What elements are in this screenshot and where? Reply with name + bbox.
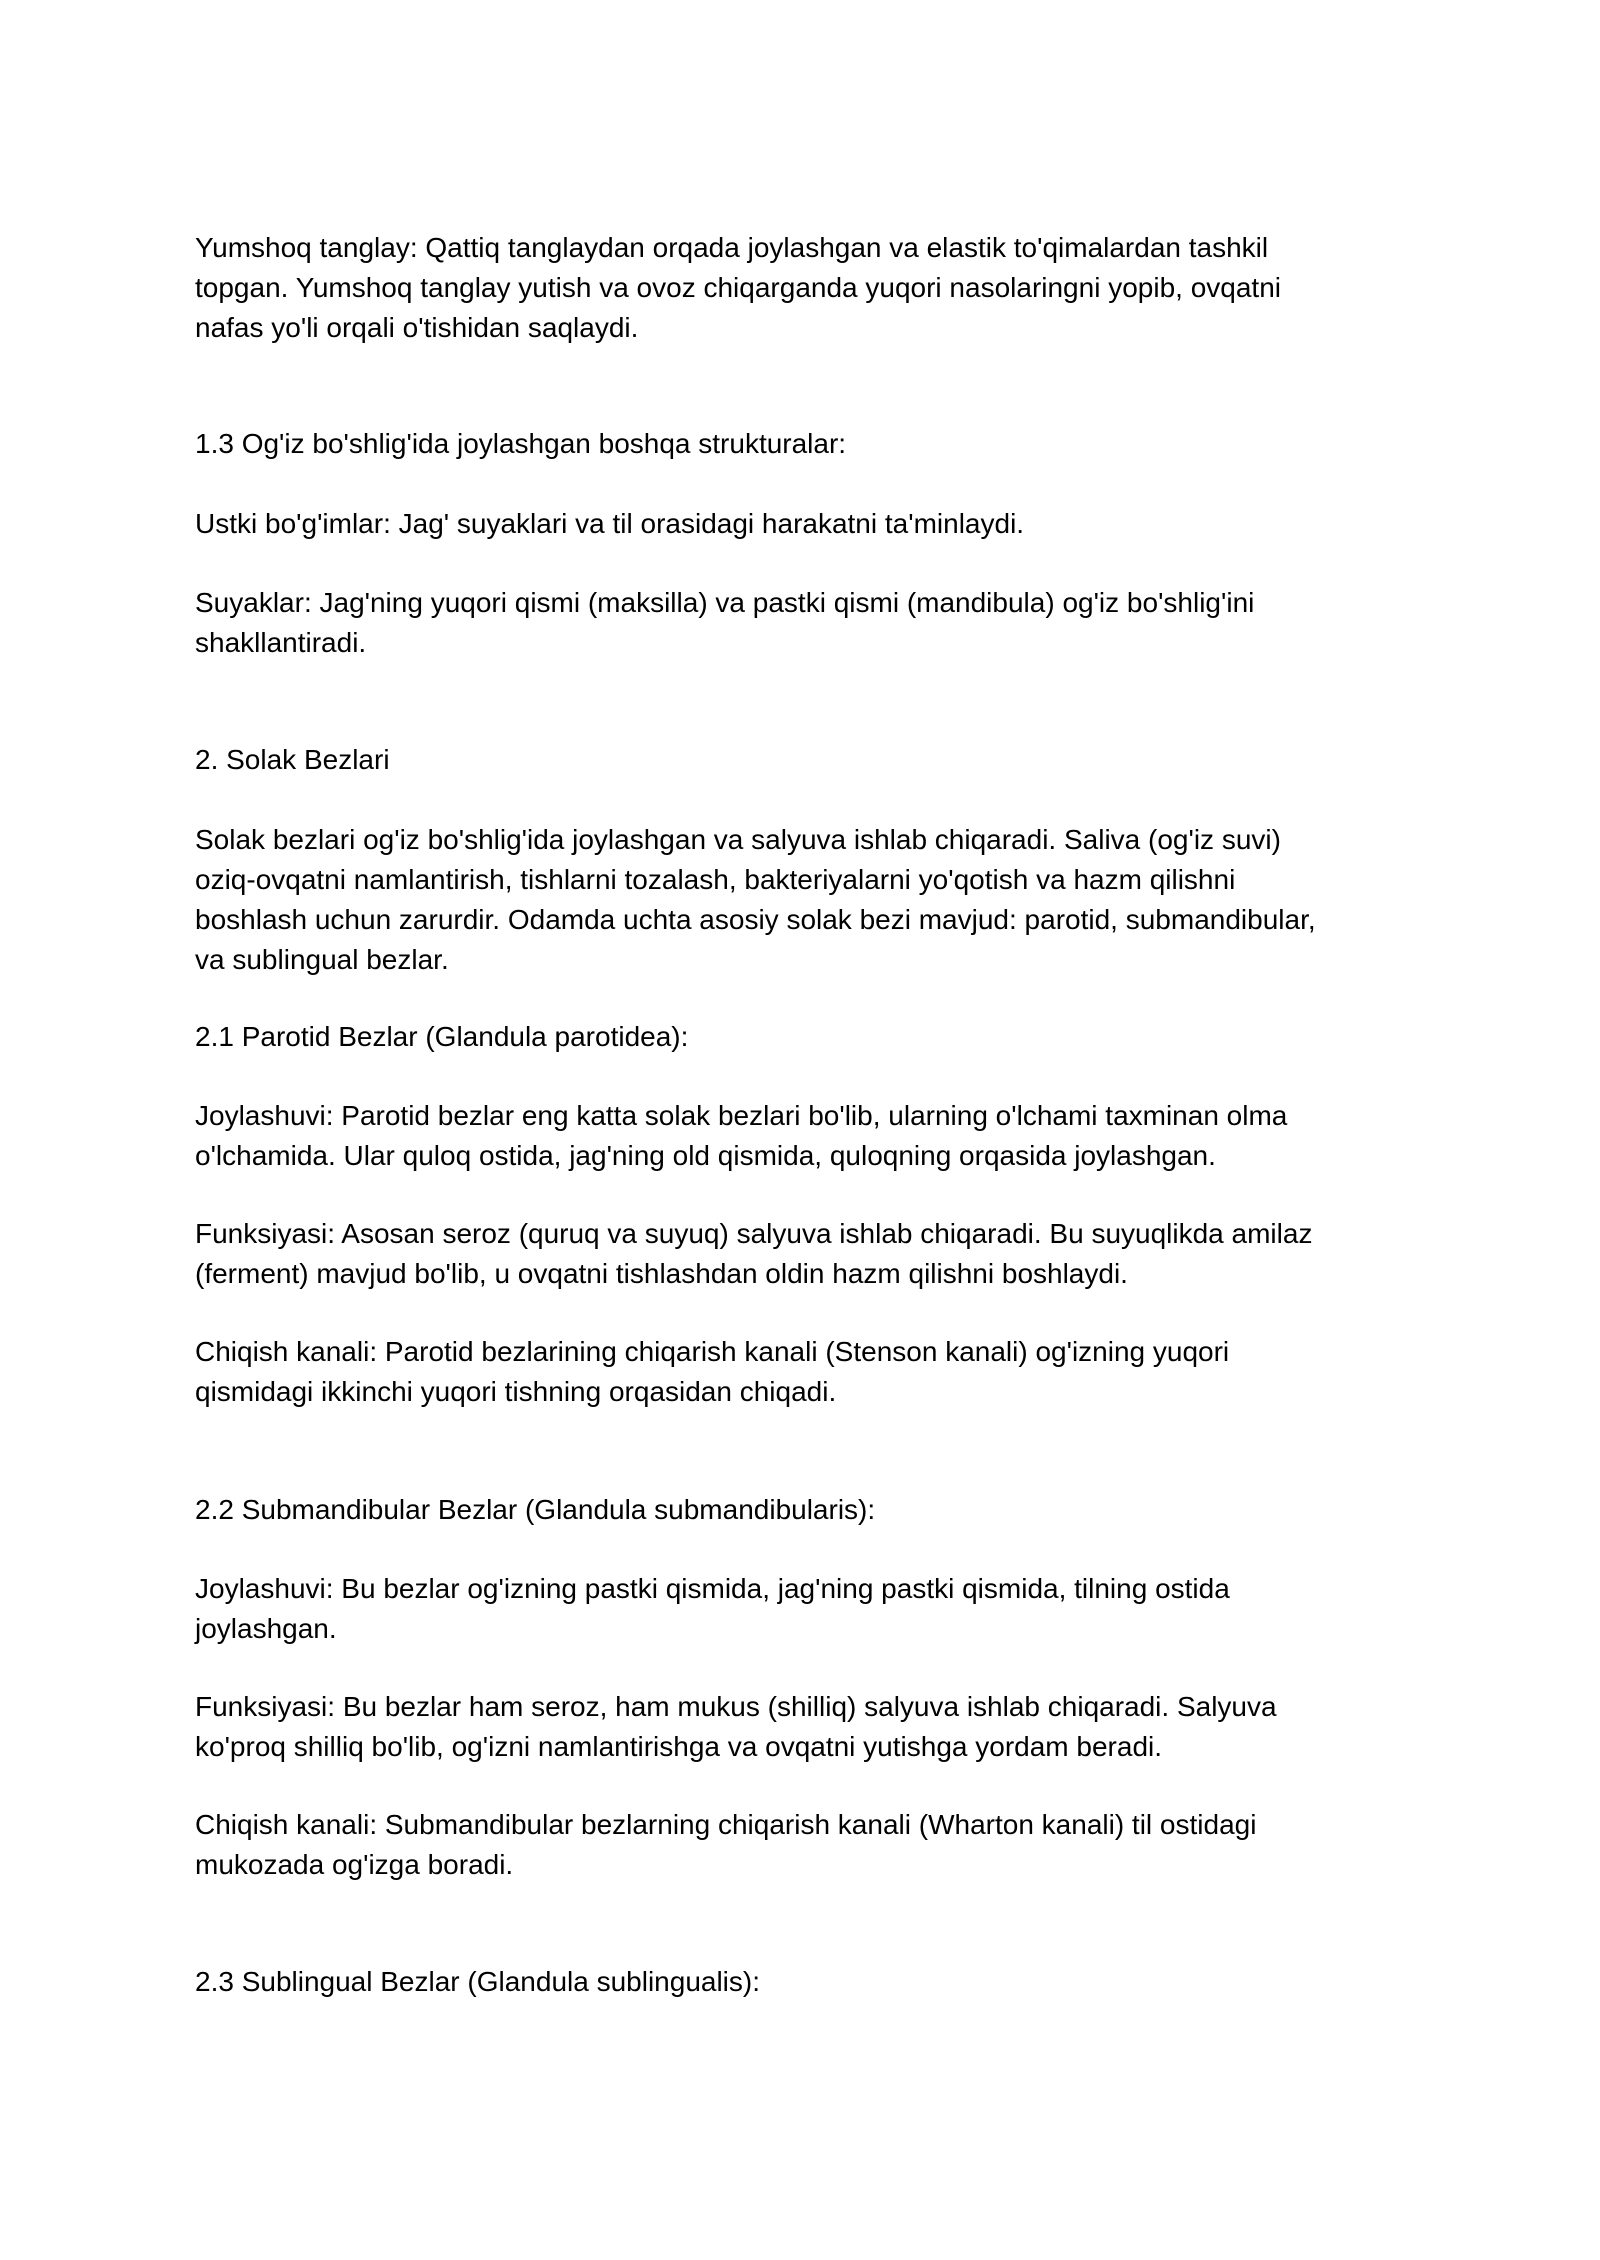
- text-line: nafas yo'li orqali o'tishidan saqlaydi.: [195, 312, 639, 343]
- text-line: 1.3 Og'iz bo'shlig'ida joylashgan boshqa strukturalar:: [195, 428, 847, 459]
- text-line: 2.2 Submandibular Bezlar (Glandula submandibularis):: [195, 1494, 876, 1525]
- text-line: Joylashuvi: Parotid bezlar eng katta solak bezlari bo'lib, ularning o'lchami taxminan olma: [195, 1100, 1288, 1131]
- text-line: Chiqish kanali: Parotid bezlarining chiqarish kanali (Stenson kanali) og'izning yuqori: [195, 1336, 1230, 1367]
- text-line: 2.3 Sublingual Bezlar (Glandula sublingualis):: [195, 1966, 761, 1997]
- paragraph-bones: [195, 583, 1410, 663]
- paragraph-parotid-function: [195, 1214, 1410, 1294]
- paragraph-parotid-location: [195, 1096, 1410, 1176]
- section-heading-1-3: [195, 424, 1410, 464]
- text-line: Solak bezlari og'iz bo'shlig'ida joylashgan va salyuva ishlab chiqaradi. Saliva (og'iz suvi): [195, 824, 1281, 855]
- section-heading-2-3: [195, 1962, 1410, 2002]
- text-line: (ferment) mavjud bo'lib, u ovqatni tishlashdan oldin hazm qilishni boshlaydi.: [195, 1258, 1128, 1289]
- text-line: qismidagi ikkinchi yuqori tishning orqasidan chiqadi.: [195, 1376, 837, 1407]
- text-line: boshlash uchun zarurdir. Odamda uchta asosiy solak bezi mavjud: parotid, submandibular,: [195, 904, 1316, 935]
- text-line: Funksiyasi: Bu bezlar ham seroz, ham mukus (shilliq) salyuva ishlab chiqaradi. Salyuva: [195, 1691, 1277, 1722]
- text-line: o'lchamida. Ular quloq ostida, jag'ning old qismida, quloqning orqasida joylashgan.: [195, 1140, 1216, 1171]
- section-heading-2-1: [195, 1017, 1410, 1057]
- section-heading-2-2: [195, 1490, 1410, 1530]
- paragraph-parotid-duct: [195, 1332, 1410, 1412]
- text-line: ko'proq shilliq bo'lib, og'izni namlantirishga va ovqatni yutishga yordam beradi.: [195, 1731, 1163, 1762]
- text-line: topgan. Yumshoq tanglay yutish va ovoz chiqarganda yuqori nasolaringni yopib, ovqatni: [195, 272, 1281, 303]
- section-heading-2: [195, 740, 1410, 780]
- text-line: joylashgan.: [195, 1613, 337, 1644]
- text-line: Yumshoq tanglay: Qattiq tanglaydan orqada joylashgan va elastik to'qimalardan tashkil: [195, 232, 1269, 263]
- paragraph-submandibular-function: [195, 1687, 1410, 1767]
- text-line: 2. Solak Bezlari: [195, 744, 390, 775]
- text-line: 2.1 Parotid Bezlar (Glandula parotidea):: [195, 1021, 689, 1052]
- text-line: Funksiyasi: Asosan seroz (quruq va suyuq) salyuva ishlab chiqaradi. Bu suyuqlikda amilaz: [195, 1218, 1313, 1249]
- paragraph-submandibular-location: [195, 1569, 1410, 1649]
- paragraph-upper-joints: [195, 504, 1410, 544]
- paragraph-soft-palate: [195, 228, 1410, 348]
- paragraph-salivary-intro: [195, 820, 1410, 980]
- text-line: shakllantiradi.: [195, 627, 367, 658]
- text-line: Suyaklar: Jag'ning yuqori qismi (maksilla) va pastki qismi (mandibula) og'iz bo'shlig'ini: [195, 587, 1255, 618]
- text-line: Ustki bo'g'imlar: Jag' suyaklari va til orasidagi harakatni ta'minlaydi.: [195, 508, 1025, 539]
- text-line: Joylashuvi: Bu bezlar og'izning pastki qismida, jag'ning pastki qismida, tilning ostida: [195, 1573, 1230, 1604]
- text-line: Chiqish kanali: Submandibular bezlarning chiqarish kanali (Wharton kanali) til ostidagi: [195, 1809, 1257, 1840]
- text-line: mukozada og'izga boradi.: [195, 1849, 514, 1880]
- text-line: oziq-ovqatni namlantirish, tishlarni tozalash, bakteriyalarni yo'qotish va hazm qilishni: [195, 864, 1236, 895]
- text-line: va sublingual bezlar.: [195, 944, 449, 975]
- paragraph-submandibular-duct: [195, 1805, 1410, 1885]
